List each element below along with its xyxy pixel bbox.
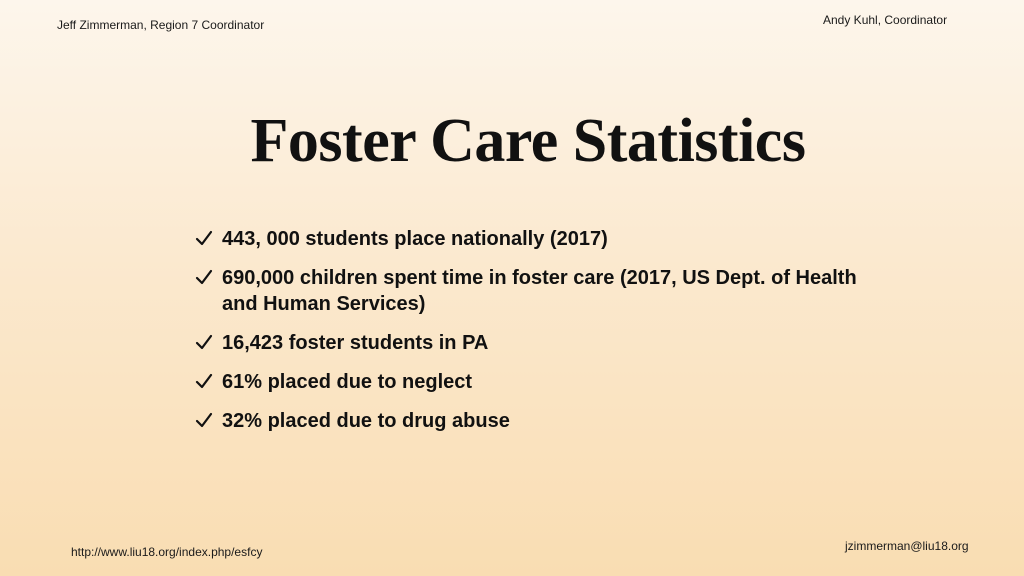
bullet-item: [194, 226, 894, 252]
checkmark-icon: [194, 265, 214, 291]
bullet-text: 443, 000 students place nationally (2017): [222, 228, 608, 250]
checkmark-icon: [194, 369, 214, 395]
bullet-text: 16,423 foster students in PA: [222, 332, 489, 354]
bullet-list: [194, 226, 894, 447]
bullet-text: 690,000 children spent time in foster care (2017, US Dept. of Health and Human Services): [222, 267, 857, 315]
bullet-item: [194, 408, 894, 434]
bullet-text: 61% placed due to neglect: [222, 371, 473, 393]
bullet-item: [194, 265, 894, 317]
checkmark-icon: [194, 330, 214, 356]
header-right-text: Andy Kuhl, Coordinator: [823, 13, 948, 27]
checkmark-icon: [194, 226, 214, 252]
footer-url-link[interactable]: http://www.liu18.org/index.php/esfcy: [71, 545, 263, 559]
bullet-item: [194, 369, 894, 395]
header-left-text: Jeff Zimmerman, Region 7 Coordinator: [57, 18, 265, 32]
bullet-item: [194, 330, 894, 356]
slide-title: Foster Care Statistics: [250, 107, 806, 175]
bullet-text: 32% placed due to drug abuse: [222, 410, 510, 432]
footer-email-link[interactable]: jzimmerman@liu18.org: [845, 539, 969, 553]
checkmark-icon: [194, 408, 214, 434]
